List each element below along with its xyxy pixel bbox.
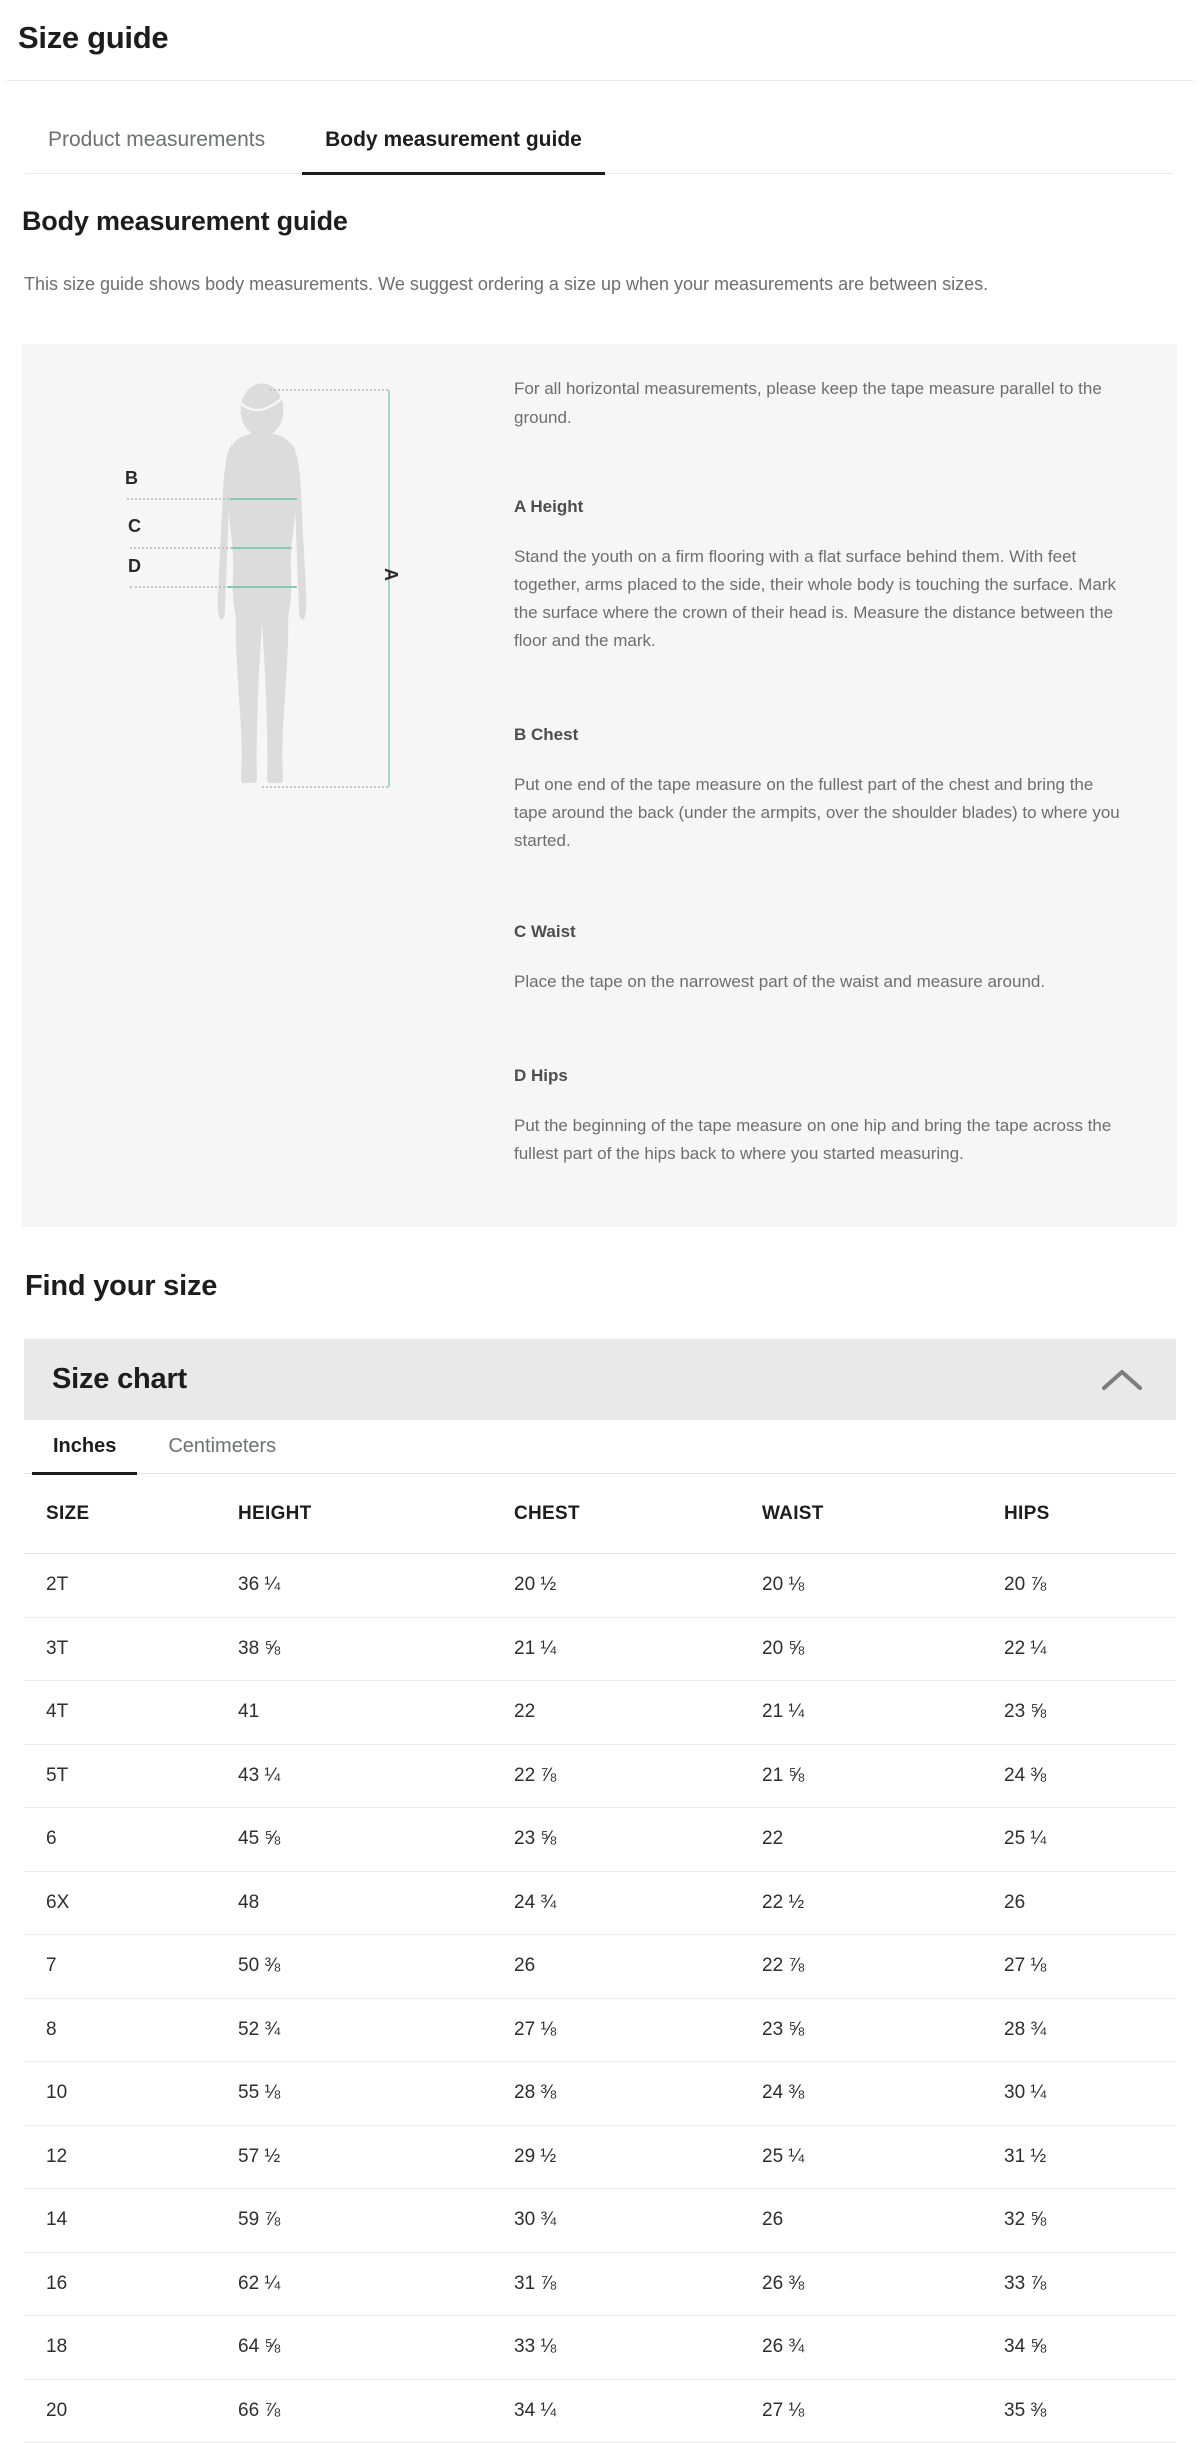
table-cell: 22 ¼ bbox=[1004, 1638, 1176, 1660]
table-cell: 32 ⅝ bbox=[1004, 2209, 1176, 2231]
section-height bbox=[514, 497, 1130, 655]
table-row bbox=[24, 1935, 1176, 1999]
table-cell: 31 ½ bbox=[1004, 2146, 1176, 2168]
table-cell: 35 ⅜ bbox=[1004, 2400, 1176, 2422]
table-cell: 26 bbox=[514, 1955, 762, 1977]
table-cell: 22 bbox=[514, 1701, 762, 1723]
table-header-row bbox=[24, 1474, 1176, 1554]
table-row bbox=[24, 2316, 1176, 2380]
table-cell: 28 ⅜ bbox=[514, 2082, 762, 2104]
table-cell: 7 bbox=[46, 1955, 238, 1977]
table-cell: 34 ¼ bbox=[514, 2400, 762, 2422]
guide-tabs bbox=[25, 80, 1172, 174]
table-cell: 22 ⅞ bbox=[762, 1955, 1004, 1977]
col-waist: WAIST bbox=[762, 1503, 1004, 1525]
table-row bbox=[24, 2062, 1176, 2126]
table-row bbox=[24, 2380, 1176, 2443]
col-chest: CHEST bbox=[514, 1503, 762, 1525]
table-cell: 6 bbox=[46, 1828, 238, 1850]
hips-measure-line bbox=[227, 586, 297, 588]
table-cell: 5T bbox=[46, 1765, 238, 1787]
table-cell: 8 bbox=[46, 2019, 238, 2041]
table-cell: 20 bbox=[46, 2400, 238, 2422]
table-row bbox=[24, 2253, 1176, 2317]
body-guide-intro: This size guide shows body measurements. We suggest ordering a size up when your measurements are between sizes. bbox=[24, 274, 1154, 295]
table-cell: 21 ⅝ bbox=[762, 1765, 1004, 1787]
table-row bbox=[24, 1554, 1176, 1618]
table-cell: 2T bbox=[46, 1574, 238, 1596]
table-cell: 23 ⅝ bbox=[1004, 1701, 1176, 1723]
table-cell: 6X bbox=[46, 1892, 238, 1914]
waist-measure-line bbox=[232, 547, 290, 549]
size-chart-header[interactable] bbox=[24, 1339, 1176, 1420]
find-your-size-heading: Find your size bbox=[25, 1270, 217, 1303]
section-waist-label: C Waist bbox=[514, 922, 1130, 942]
table-cell: 26 ⅜ bbox=[762, 2273, 1004, 2295]
panel-note: For all horizontal measurements, please keep the tape measure parallel to the ground. bbox=[514, 374, 1130, 432]
section-waist bbox=[514, 922, 1130, 996]
feet-dotted-line bbox=[262, 786, 388, 788]
table-cell: 30 ¼ bbox=[1004, 2082, 1176, 2104]
tab-product-measurements[interactable]: Product measurements bbox=[25, 128, 288, 173]
table-cell: 38 ⅝ bbox=[238, 1638, 514, 1660]
size-chart-title: Size chart bbox=[52, 1363, 187, 1396]
label-d: D bbox=[128, 556, 141, 577]
chevron-up-icon[interactable] bbox=[1100, 1368, 1144, 1392]
section-hips bbox=[514, 1066, 1130, 1168]
table-cell: 12 bbox=[46, 2146, 238, 2168]
table-cell: 22 ½ bbox=[762, 1892, 1004, 1914]
table-cell: 45 ⅝ bbox=[238, 1828, 514, 1850]
section-height-text: Stand the youth on a firm flooring with a flat surface behind them. With feet together, arms placed to the side, their whole body is touching the surface. Mark the surface where the crown of their head is. Measure the distance between the floor and the mark. bbox=[514, 543, 1130, 655]
table-cell: 20 ½ bbox=[514, 1574, 762, 1596]
table-cell: 20 ⅞ bbox=[1004, 1574, 1176, 1596]
table-cell: 36 ¼ bbox=[238, 1574, 514, 1596]
table-cell: 27 ⅛ bbox=[514, 2019, 762, 2041]
chest-measure-line bbox=[230, 498, 297, 500]
section-hips-label: D Hips bbox=[514, 1066, 1130, 1086]
size-table bbox=[24, 1474, 1176, 2443]
table-cell: 31 ⅞ bbox=[514, 2273, 762, 2295]
table-cell: 43 ¼ bbox=[238, 1765, 514, 1787]
table-row bbox=[24, 1872, 1176, 1936]
label-a: A bbox=[380, 568, 401, 581]
table-cell: 25 ¼ bbox=[1004, 1828, 1176, 1850]
measurement-panel bbox=[22, 344, 1177, 1227]
table-cell: 21 ¼ bbox=[762, 1701, 1004, 1723]
table-cell: 25 ¼ bbox=[762, 2146, 1004, 2168]
col-hips: HIPS bbox=[1004, 1503, 1176, 1525]
table-cell: 27 ⅛ bbox=[762, 2400, 1004, 2422]
table-cell: 20 ⅝ bbox=[762, 1638, 1004, 1660]
table-cell: 26 ¾ bbox=[762, 2336, 1004, 2358]
table-cell: 33 ⅛ bbox=[514, 2336, 762, 2358]
table-cell: 48 bbox=[238, 1892, 514, 1914]
table-cell: 24 ⅜ bbox=[1004, 1765, 1176, 1787]
table-row bbox=[24, 2126, 1176, 2190]
table-cell: 62 ¼ bbox=[238, 2273, 514, 2295]
table-cell: 4T bbox=[46, 1701, 238, 1723]
tab-body-measurement-guide[interactable]: Body measurement guide bbox=[302, 128, 605, 173]
table-cell: 22 bbox=[762, 1828, 1004, 1850]
table-cell: 10 bbox=[46, 2082, 238, 2104]
body-guide-heading: Body measurement guide bbox=[22, 206, 348, 237]
table-cell: 64 ⅝ bbox=[238, 2336, 514, 2358]
table-cell: 30 ¾ bbox=[514, 2209, 762, 2231]
table-cell: 14 bbox=[46, 2209, 238, 2231]
table-cell: 27 ⅛ bbox=[1004, 1955, 1176, 1977]
col-size: SIZE bbox=[46, 1503, 238, 1525]
table-cell: 23 ⅝ bbox=[514, 1828, 762, 1850]
table-cell: 23 ⅝ bbox=[762, 2019, 1004, 2041]
table-cell: 24 ⅜ bbox=[762, 2082, 1004, 2104]
table-cell: 34 ⅝ bbox=[1004, 2336, 1176, 2358]
table-cell: 52 ¾ bbox=[238, 2019, 514, 2041]
table-cell: 55 ⅛ bbox=[238, 2082, 514, 2104]
section-height-label: A Height bbox=[514, 497, 1130, 517]
table-cell: 18 bbox=[46, 2336, 238, 2358]
table-cell: 41 bbox=[238, 1701, 514, 1723]
section-waist-text: Place the tape on the narrowest part of the waist and measure around. bbox=[514, 968, 1130, 996]
tab-inches[interactable]: Inches bbox=[32, 1420, 137, 1473]
measurement-instructions bbox=[514, 344, 1130, 1227]
table-cell: 66 ⅞ bbox=[238, 2400, 514, 2422]
table-cell: 16 bbox=[46, 2273, 238, 2295]
table-cell: 21 ¼ bbox=[514, 1638, 762, 1660]
tab-centimeters[interactable]: Centimeters bbox=[147, 1420, 297, 1473]
table-cell: 20 ⅛ bbox=[762, 1574, 1004, 1596]
section-hips-text: Put the beginning of the tape measure on one hip and bring the tape across the fullest part of the hips back to where you started measuring. bbox=[514, 1112, 1130, 1168]
unit-tabs bbox=[24, 1420, 1176, 1474]
table-body bbox=[24, 1554, 1176, 2443]
table-cell: 3T bbox=[46, 1638, 238, 1660]
table-row bbox=[24, 1999, 1176, 2063]
table-cell: 24 ¾ bbox=[514, 1892, 762, 1914]
table-cell: 26 bbox=[1004, 1892, 1176, 1914]
table-row bbox=[24, 1808, 1176, 1872]
col-height: HEIGHT bbox=[238, 1503, 514, 1525]
table-cell: 29 ½ bbox=[514, 2146, 762, 2168]
table-cell: 26 bbox=[762, 2209, 1004, 2231]
page-title: Size guide bbox=[18, 20, 168, 56]
table-cell: 33 ⅞ bbox=[1004, 2273, 1176, 2295]
label-c: C bbox=[128, 516, 141, 537]
height-measure-line bbox=[388, 390, 390, 787]
section-chest bbox=[514, 725, 1130, 855]
table-cell: 57 ½ bbox=[238, 2146, 514, 2168]
section-chest-text: Put one end of the tape measure on the fullest part of the chest and bring the tape around the back (under the armpits, over the shoulder blades) to where you started. bbox=[514, 771, 1130, 855]
section-chest-label: B Chest bbox=[514, 725, 1130, 745]
label-b: B bbox=[125, 468, 138, 489]
table-cell: 28 ¾ bbox=[1004, 2019, 1176, 2041]
table-row bbox=[24, 1618, 1176, 1682]
body-silhouette-image bbox=[192, 382, 332, 788]
table-cell: 22 ⅞ bbox=[514, 1765, 762, 1787]
head-dotted-line bbox=[270, 389, 388, 391]
table-row bbox=[24, 2189, 1176, 2253]
table-row bbox=[24, 1681, 1176, 1745]
table-cell: 50 ⅜ bbox=[238, 1955, 514, 1977]
table-cell: 59 ⅞ bbox=[238, 2209, 514, 2231]
table-row bbox=[24, 1745, 1176, 1809]
